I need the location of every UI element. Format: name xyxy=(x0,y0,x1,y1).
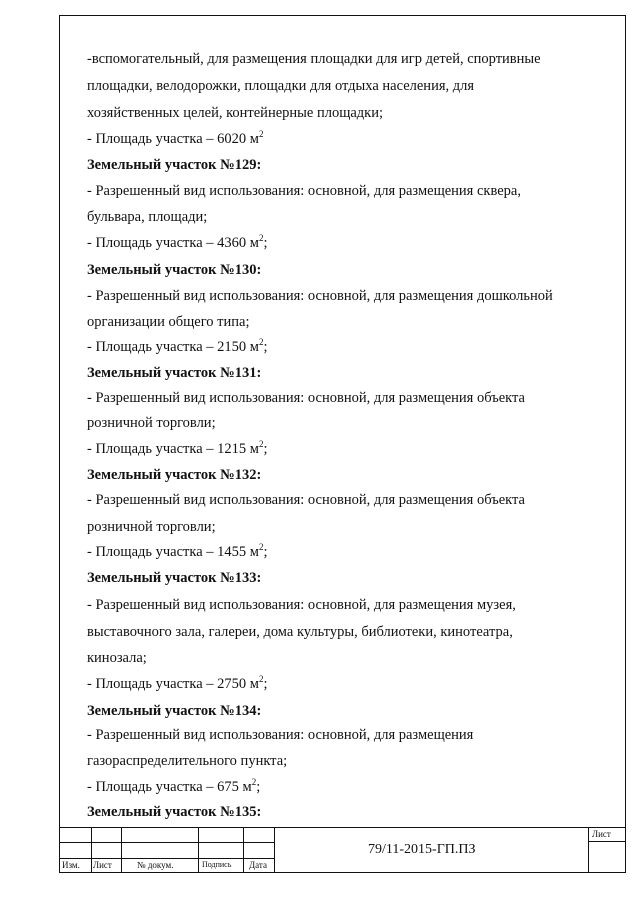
area-line: - Площадь участка – 1215 $м^2$; xyxy=(87,439,268,457)
plot-heading: Земельный участок №131: xyxy=(87,365,262,381)
area-line: - Площадь участка – 4360 $м^2$; xyxy=(87,233,268,251)
plot-heading: Земельный участок №130: xyxy=(87,262,262,278)
stamp-line xyxy=(274,827,275,873)
stamp-line xyxy=(91,827,92,873)
stamp-line xyxy=(588,841,626,842)
text-line: выставочного зала, галереи, дома культуры, библиотеки, кинотеатра, xyxy=(87,624,513,640)
text-line: газораспределительного пункта; xyxy=(87,753,288,769)
text-line: - Разрешенный вид использования: основной, для размещения объекта xyxy=(87,390,525,406)
text-line: - Разрешенный вид использования: основной, для размещения дошкольной xyxy=(87,288,553,304)
document-code: 79/11-2015-ГП.ПЗ xyxy=(368,842,476,857)
plot-heading: Земельный участок №132: xyxy=(87,467,262,483)
text-line: хозяйственных целей, контейнерные площадки; xyxy=(87,105,384,121)
stamp-col-izm: Изм. xyxy=(62,860,80,870)
stamp-col-date: Дата xyxy=(249,860,267,870)
text-line: бульвара, площади; xyxy=(87,209,208,225)
plot-heading: Земельный участок №129: xyxy=(87,157,262,173)
text-line: - Разрешенный вид использования: основной, для размещения сквера, xyxy=(87,183,521,199)
stamp-line xyxy=(198,827,199,873)
title-block-stamp xyxy=(59,827,626,873)
text-line: площадки, велодорожки, площадки для отдыха населения, для xyxy=(87,78,475,94)
text-line: -вспомогательный, для размещения площадки для игр детей, спортивные xyxy=(87,51,541,67)
plot-heading: Земельный участок №134: xyxy=(87,703,262,719)
stamp-col-doc: № докум. xyxy=(137,860,174,870)
stamp-col-sign: Подпись xyxy=(202,860,232,869)
area-line: - Площадь участка – 1455 $м^2$; xyxy=(87,542,268,560)
text-line: розничной торговли; xyxy=(87,415,216,431)
text-line: кинозала; xyxy=(87,650,147,666)
text-line: - Разрешенный вид использования: основной, для размещения объекта xyxy=(87,492,525,508)
text-line: розничной торговли; xyxy=(87,519,216,535)
stamp-line xyxy=(243,827,244,873)
plot-heading: Земельный участок №135: xyxy=(87,804,262,820)
stamp-line xyxy=(588,827,589,873)
stamp-col-list: Лист xyxy=(93,860,112,870)
text-line: - Разрешенный вид использования: основной, для размещения xyxy=(87,727,474,743)
stamp-line xyxy=(121,827,122,873)
stamp-line xyxy=(59,827,626,828)
area-line: - Площадь участка – 2750 $м^2$; xyxy=(87,674,268,692)
area-line: - Площадь участка – 2150 $м^2$; xyxy=(87,337,268,355)
sheet-label: Лист xyxy=(592,829,611,839)
area-line: - Площадь участка – 6020 $м^2$ xyxy=(87,129,264,147)
plot-heading: Земельный участок №133: xyxy=(87,570,262,586)
text-line: - Разрешенный вид использования: основной, для размещения музея, xyxy=(87,597,516,613)
area-line: - Площадь участка – 675 $м^2$; xyxy=(87,777,261,795)
text-line: организации общего типа; xyxy=(87,314,250,330)
